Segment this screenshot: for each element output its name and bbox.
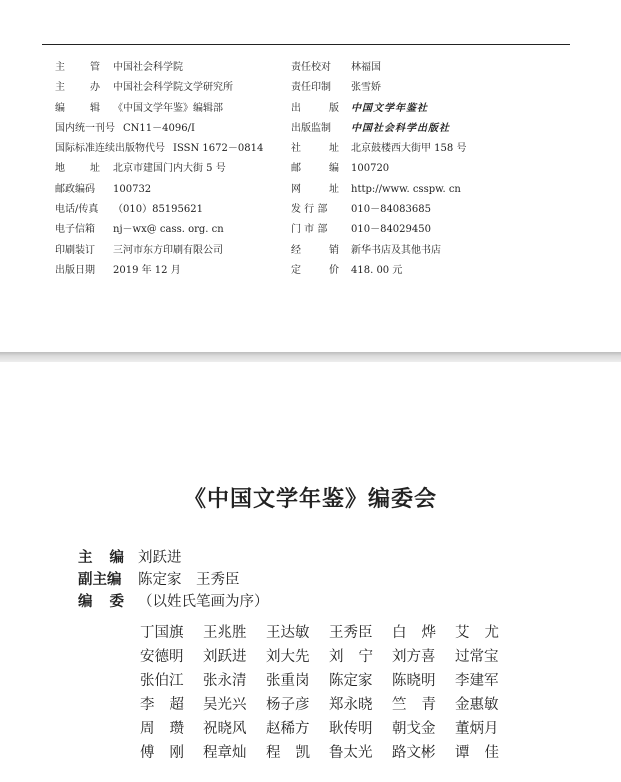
member-name: 金惠敏 [455, 697, 499, 713]
colophon-label: 地 址 [55, 163, 100, 175]
member-name: 周 瓒 [140, 721, 184, 737]
member-name: 谭 佳 [455, 745, 499, 761]
deputy-editor-names: 陈定家 王秀臣 [138, 572, 240, 588]
colophon-row [291, 78, 466, 98]
supervisor-logo-text: 中国社会科学出版社 [351, 122, 450, 134]
colophon-label: 国内统一刊号 [55, 122, 115, 134]
member-name: 王兆胜 [203, 625, 247, 641]
colophon-label: 编 辑 [55, 102, 100, 114]
colophon-row [291, 119, 466, 139]
colophon-value: 100720 [351, 163, 390, 175]
member-name: 王达敏 [266, 625, 310, 641]
member-name: 朝戈金 [392, 721, 436, 737]
colophon-value: （010）85195621 [113, 204, 203, 216]
colophon-row [291, 99, 466, 119]
member-name: 路文彬 [392, 745, 436, 761]
colophon-row [55, 261, 263, 281]
colophon-row [55, 241, 263, 261]
member-name: 傅 刚 [140, 745, 184, 761]
member-row [140, 717, 518, 741]
member-row [140, 741, 518, 765]
colophon-row [55, 180, 263, 200]
colophon-row [55, 220, 263, 240]
colophon-row [291, 159, 466, 179]
chief-editor-row [78, 547, 269, 569]
colophon-label: 主 办 [55, 82, 100, 94]
colophon-value: 张雪娇 [351, 82, 381, 94]
member-name: 艾 尤 [455, 625, 499, 641]
colophon-label: 责任校对 [291, 62, 331, 73]
members-header-row [78, 591, 269, 613]
member-name: 李建军 [455, 673, 499, 689]
member-name: 白 烨 [392, 625, 436, 641]
colophon-value: 《中国文学年鉴》编辑部 [113, 102, 223, 114]
colophon-label: 出版监制 [291, 122, 331, 134]
member-name: 程 凯 [266, 745, 310, 761]
member-name: 赵稀方 [266, 721, 310, 737]
chief-editor-label: 主 编 [78, 549, 124, 566]
colophon-value: 010－84029450 [351, 224, 431, 236]
colophon-label: 电子信箱 [55, 224, 95, 236]
website-value: http://www. csspw. cn [351, 183, 461, 195]
member-name: 耿传明 [329, 721, 373, 737]
colophon-right-column [291, 58, 466, 281]
member-name: 祝晓风 [203, 721, 247, 737]
colophon-label: 责任印制 [291, 82, 331, 94]
page-gap [0, 352, 621, 362]
member-row [140, 693, 518, 717]
colophon-value: 北京鼓楼西大街甲 158 号 [351, 143, 467, 155]
colophon-row [291, 241, 466, 261]
colophon-label: 网 址 [291, 183, 339, 195]
colophon-label: 发 行 部 [291, 204, 328, 216]
deputy-editor-row [78, 569, 269, 591]
committee-roles [78, 547, 269, 613]
chief-editor-name: 刘跃进 [138, 550, 182, 566]
colophon-label: 电话/传真 [55, 204, 99, 216]
member-name: 张伯江 [140, 673, 184, 689]
colophon-value: ISSN 1672－0814 [173, 143, 264, 155]
colophon-label: 定 价 [291, 264, 339, 276]
member-row [140, 669, 518, 693]
member-name: 丁国旗 [140, 625, 184, 641]
member-name: 吴光兴 [203, 697, 247, 713]
colophon-row [291, 180, 466, 200]
publisher-logo-text: 中国文学年鉴社 [351, 102, 428, 114]
member-name: 陈晓明 [392, 673, 436, 689]
colophon-label: 国际标准连续出版物代号 [55, 143, 165, 155]
members-grid [140, 621, 518, 765]
members-note: （以姓氏笔画为序） [138, 594, 269, 610]
member-name: 刘大先 [266, 649, 310, 665]
colophon-row [55, 78, 263, 98]
member-row [140, 621, 518, 645]
colophon-value: 100732 [113, 183, 152, 195]
colophon-left-column [55, 58, 263, 281]
colophon-label: 邮政编码 [55, 183, 95, 195]
colophon-row [291, 58, 466, 78]
member-name: 李 超 [140, 697, 184, 713]
price-value: 418. 00 元 [351, 264, 403, 276]
colophon-row [291, 200, 466, 220]
colophon-row [55, 159, 263, 179]
member-name: 郑永晓 [329, 697, 373, 713]
member-name: 刘方喜 [392, 649, 436, 665]
members-label: 编 委 [78, 593, 124, 610]
member-name: 竺 青 [392, 697, 436, 713]
colophon-row [55, 119, 263, 139]
member-name: 安德明 [140, 649, 184, 665]
colophon-label: 出 版 [291, 102, 339, 114]
top-rule [42, 44, 570, 45]
colophon-value: 三河市东方印刷有限公司 [113, 244, 223, 256]
colophon-label: 门 市 部 [291, 224, 328, 236]
member-row [140, 645, 518, 669]
member-name: 张重岗 [266, 673, 310, 689]
colophon-row [291, 261, 466, 281]
member-name: 杨子彦 [266, 697, 310, 713]
colophon-value: 新华书店及其他书店 [351, 244, 441, 256]
colophon-row [291, 139, 466, 159]
member-name: 张永清 [203, 673, 247, 689]
colophon-row [55, 58, 263, 78]
colophon-value: 中国社会科学院 [113, 62, 183, 73]
colophon-label: 主 管 [55, 62, 100, 73]
colophon-row [291, 220, 466, 240]
colophon-value: 010－84083685 [351, 204, 431, 216]
deputy-editor-label: 副主编 [78, 571, 122, 588]
colophon-value: 2019 年 12 月 [113, 264, 181, 276]
member-name: 刘 宁 [329, 649, 373, 665]
colophon-page [0, 0, 621, 352]
colophon-label: 社 址 [291, 143, 339, 155]
member-name: 过常宝 [455, 649, 499, 665]
colophon-row [55, 139, 263, 159]
colophon-row [55, 99, 263, 119]
member-name: 鲁太光 [329, 745, 373, 761]
colophon-label: 邮 编 [291, 163, 339, 175]
member-name: 刘跃进 [203, 649, 247, 665]
colophon-value: 林福国 [351, 62, 381, 73]
colophon-row [55, 200, 263, 220]
member-name: 董炳月 [455, 721, 499, 737]
colophon-value: nj－wx@ cass. org. cn [113, 224, 224, 236]
member-name: 陈定家 [329, 673, 373, 689]
colophon-label: 印刷装订 [55, 244, 95, 256]
committee-title: 《中国文学年鉴》编委会 [183, 486, 437, 512]
member-name: 程章灿 [203, 745, 247, 761]
colophon-label: 出版日期 [55, 264, 95, 276]
member-name: 王秀臣 [329, 625, 373, 641]
colophon-value: 北京市建国门内大街 5 号 [113, 163, 226, 175]
colophon-value: 中国社会科学院文学研究所 [113, 82, 233, 94]
colophon-label: 经 销 [291, 244, 339, 256]
committee-page [0, 362, 621, 782]
colophon-value: CN11－4096/I [123, 122, 195, 134]
